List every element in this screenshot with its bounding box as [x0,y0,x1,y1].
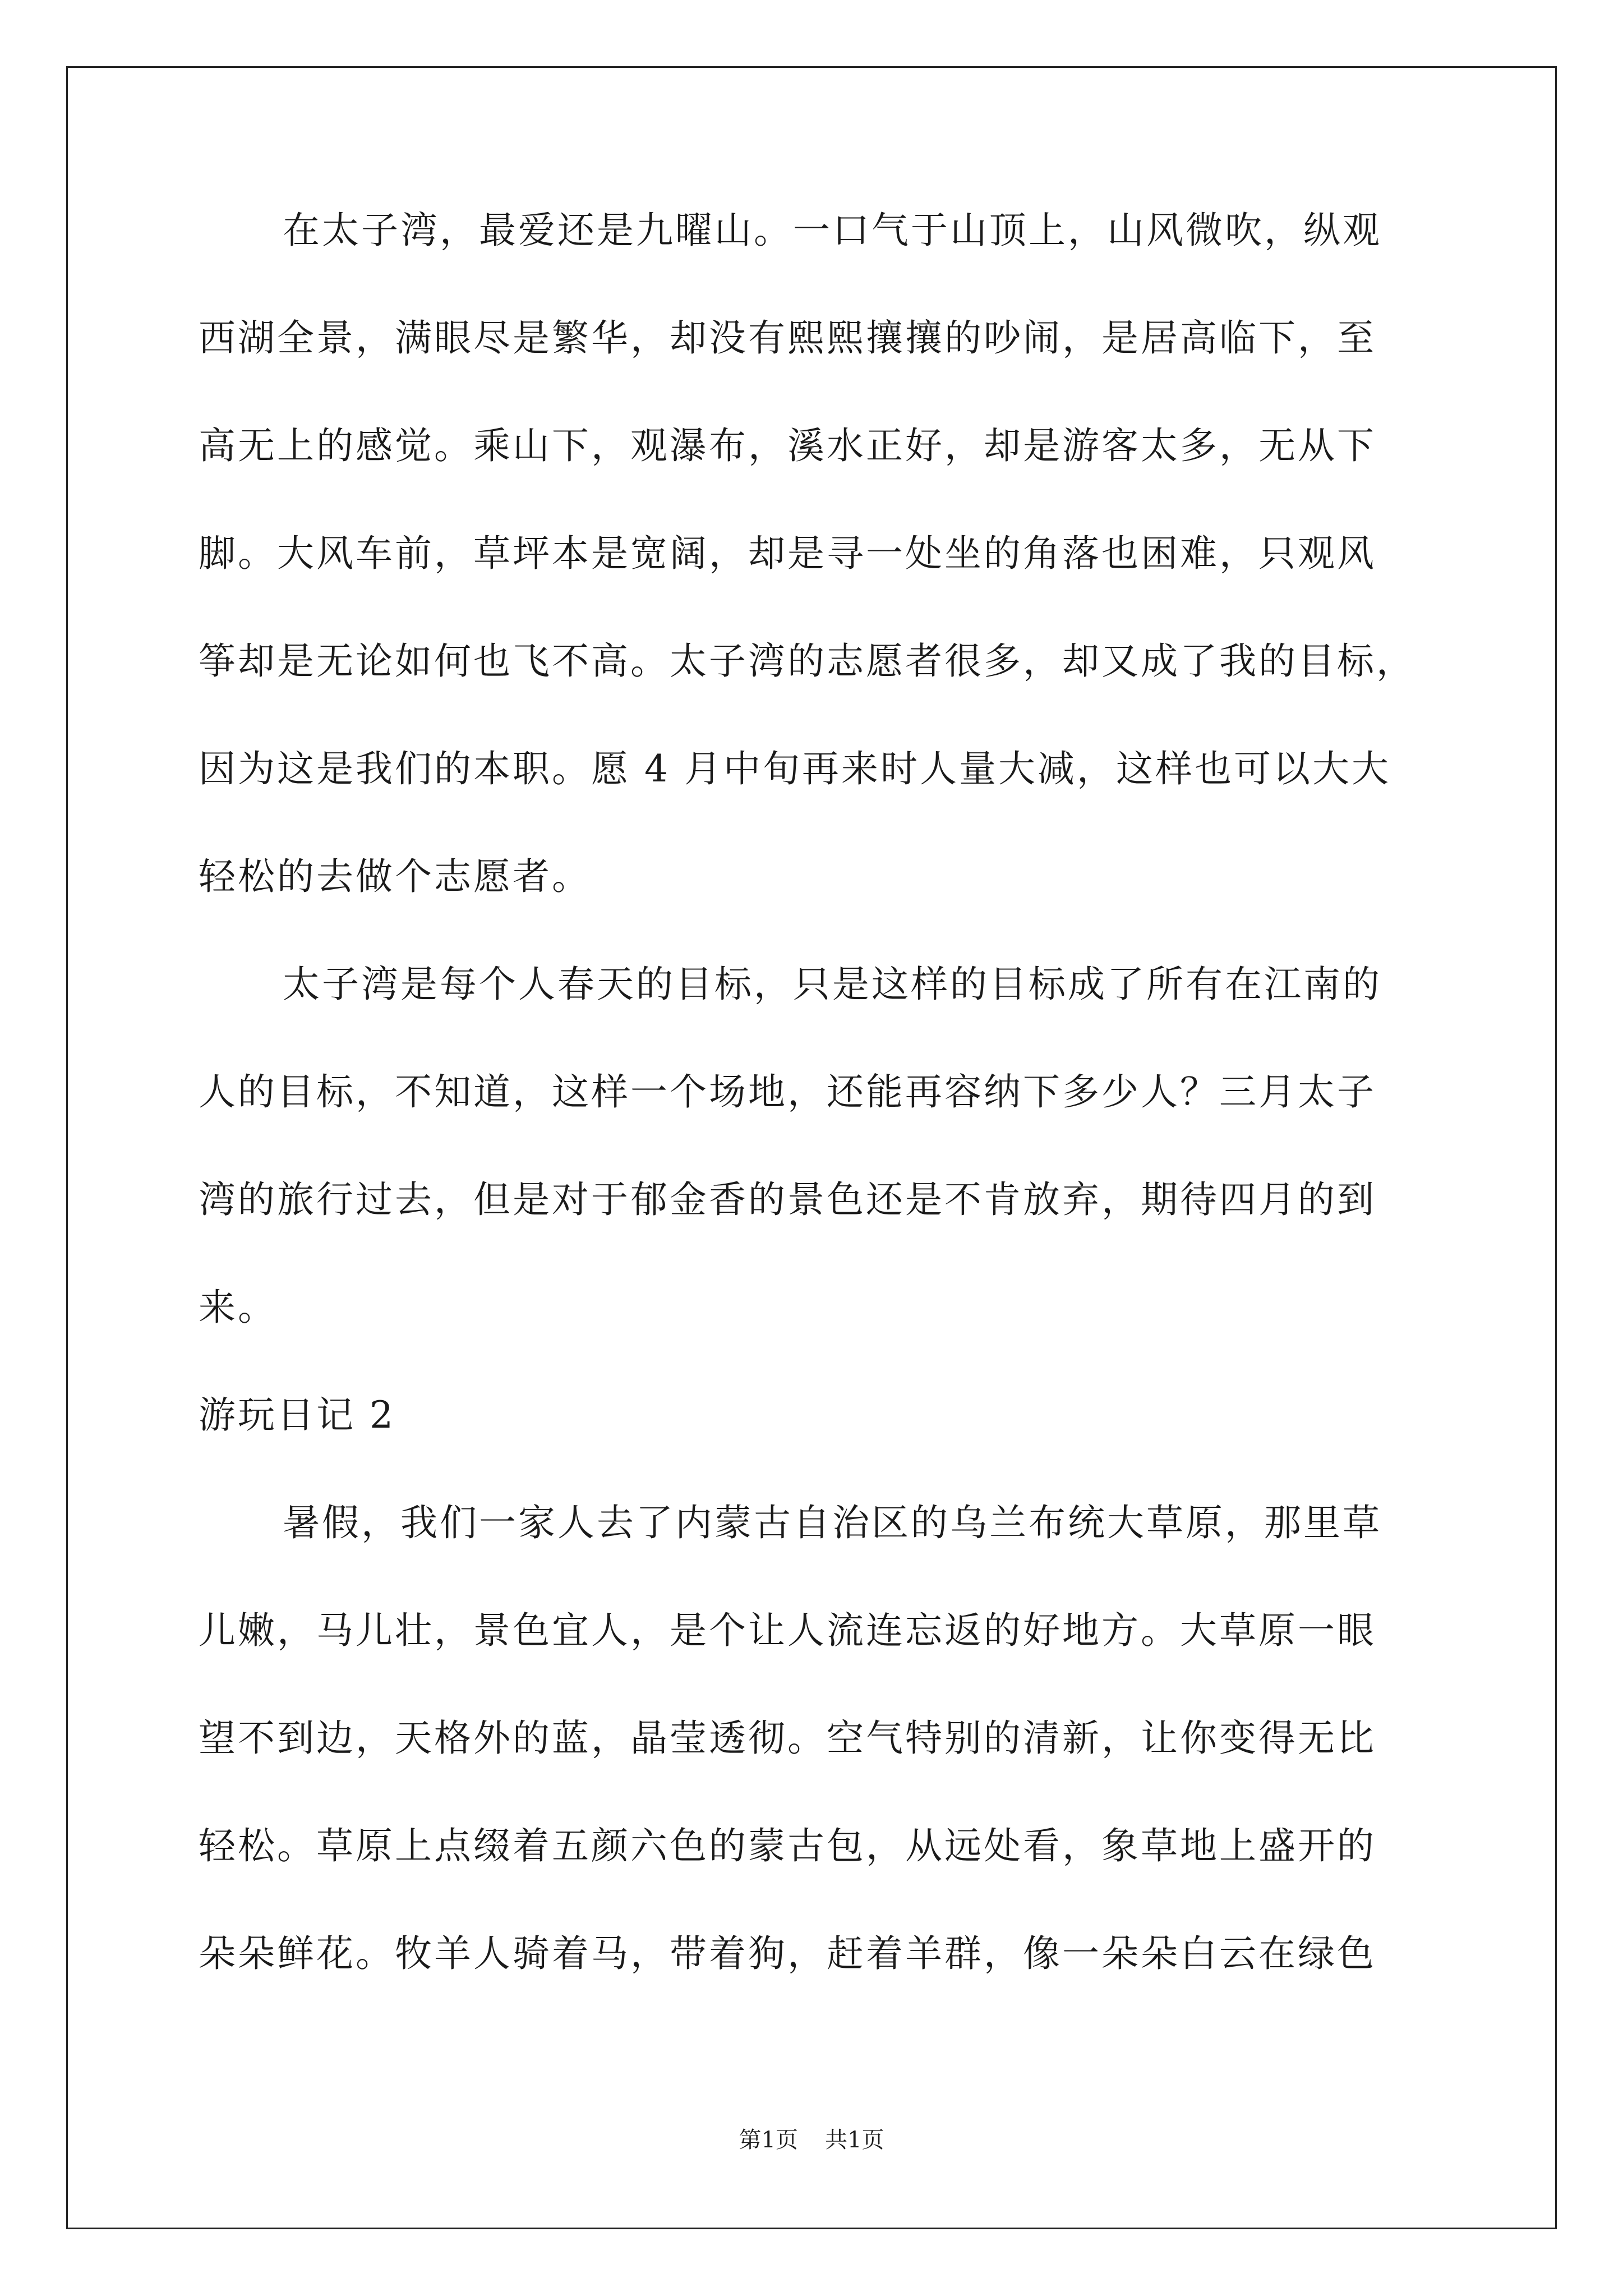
section-heading: 游玩日记 2 [199,1393,395,1437]
page-footer [0,2129,1623,2151]
page-number-current: 第1页 [739,2127,798,2153]
paragraph-line: 望不到边，天格外的蓝，晶莹透彻。空气特别的清新，让你变得无比 [199,1717,1376,1760]
paragraph-line: 筝却是无论如何也飞不高。太子湾的志愿者很多，却又成了我的目标， [199,639,1415,683]
page-number-total: 共1页 [825,2127,884,2153]
paragraph-line: 西湖全景，满眼尽是繁华，却没有熙熙攘攘的吵闹，是居高临下，至 [199,316,1376,360]
paragraph-line: 高无上的感觉。乘山下，观瀑布，溪水正好，却是游客太多，无从下 [199,424,1376,467]
paragraph-line: 太子湾是每个人春天的目标，只是这样的目标成了所有在江南的 [283,963,1382,1006]
paragraph-line: 脚。大风车前，草坪本是宽阔，却是寻一处坐的角落也困难，只观风 [199,532,1376,575]
paragraph-line: 因为这是我们的本职。愿 4 月中旬再来时人量大减，这样也可以大大 [199,747,1391,790]
document-body [199,209,1427,2043]
paragraph-line: 暑假，我们一家人去了内蒙古自治区的乌兰布统大草原，那里草 [283,1501,1382,1544]
paragraph-line: 来。 [199,1286,277,1329]
paragraph-line: 在太子湾，最爱还是九曜山。一口气于山顶上，山风微吹，纵观 [283,209,1382,252]
paragraph-line: 儿嫩，马儿壮，景色宜人，是个让人流连忘返的好地方。大草原一眼 [199,1609,1376,1652]
paragraph-line: 轻松。草原上点缀着五颜六色的蒙古包，从远处看，象草地上盛开的 [199,1824,1376,1867]
paragraph-line: 湾的旅行过去，但是对于郁金香的景色还是不肯放弃，期待四月的到 [199,1178,1376,1221]
paragraph-line: 轻松的去做个志愿者。 [199,855,591,898]
paragraph-line: 朵朵鲜花。牧羊人骑着马，带着狗，赶着羊群，像一朵朵白云在绿色 [199,1932,1376,1975]
paragraph-line: 人的目标，不知道，这样一个场地，还能再容纳下多少人？三月太子 [199,1070,1376,1114]
